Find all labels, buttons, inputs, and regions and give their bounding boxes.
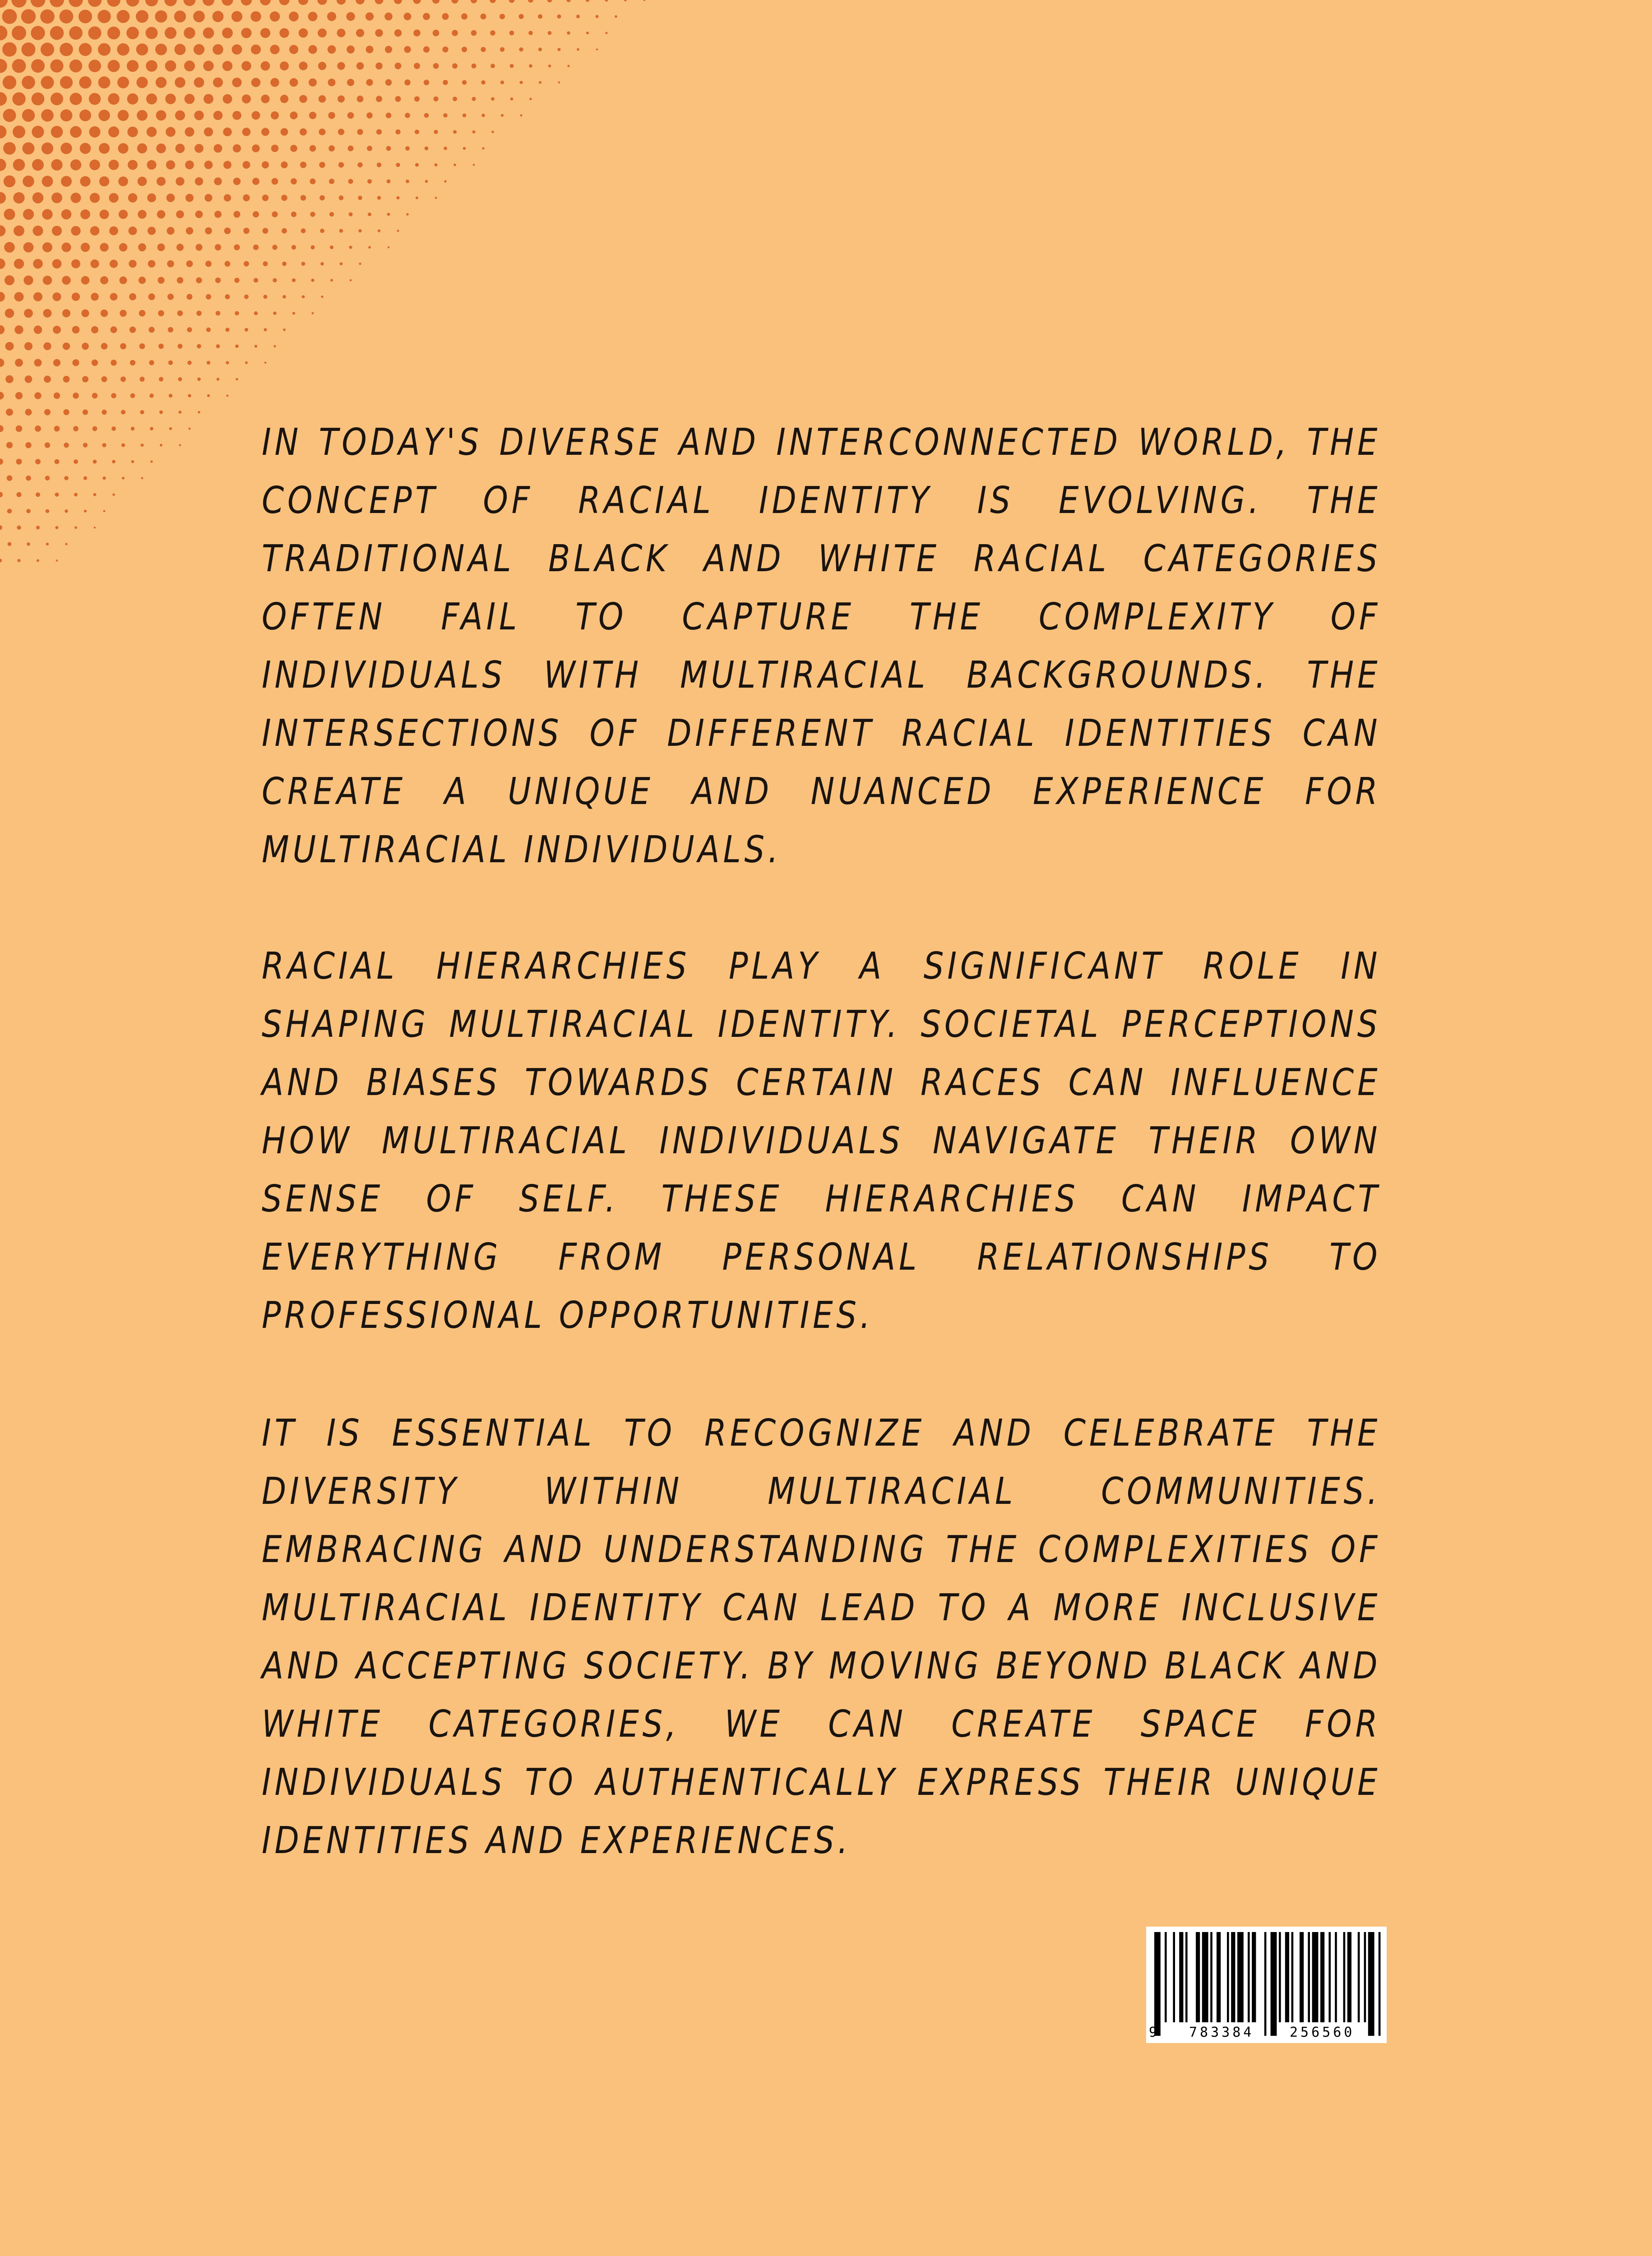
paragraph-3: IT IS ESSENTIAL TO RECOGNIZE AND CELEBRATE THE DIVERSITY WITHIN MULTIRACIAL COMMUNITIES. EMBRACING AND UNDERSTANDING THE COMPLEXITIES OF MULTIRACIAL IDENTITY CAN LEAD TO A MORE INCLUSIVE AND ACCEPTING SOCIETY. BY MOVING BEYOND BLACK AND WHITE CATEGORIES, WE CAN CREATE SPACE FOR INDIVIDUALS TO AUTHENTICALLY EXPRESS THEIR UNIQUE IDENTITIES AND EXPERIENCES.	[262, 1412, 1381, 1862]
barcode-first-digit: 9	[1149, 2025, 1157, 2040]
paragraph-2: RACIAL HIERARCHIES PLAY A SIGNIFICANT ROLE IN SHAPING MULTIRACIAL IDENTITY. SOCIETAL PERCEPTIONS AND BIASES TOWARDS CERTAIN RACES CAN INFLUENCE HOW MULTIRACIAL INDIVIDUALS NAVIGATE THEIR OWN SENSE OF SELF. THESE HIERARCHIES CAN IMPACT EVERYTHING FROM PERSONAL RELATIONSHIPS TO PROFESSIONAL OPPORTUNITIES.	[262, 945, 1381, 1337]
barcode-left-digits: 783384	[1189, 2025, 1254, 2040]
barcode-right-digits: 256560	[1290, 2025, 1355, 2040]
barcode-icon	[1146, 1927, 1387, 2043]
paragraph-1: IN TODAY'S DIVERSE AND INTERCONNECTED WORLD, THE CONCEPT OF RACIAL IDENTITY IS EVOLVING. THE TRADITIONAL BLACK AND WHITE RACIAL CATEGORIES OFTEN FAIL TO CAPTURE THE COMPLEXITY OF INDIVIDUALS WITH MULTIRACIAL BACKGROUNDS. THE INTERSECTIONS OF DIFFERENT RACIAL IDENTITIES CAN CREATE A UNIQUE AND NUANCED EXPERIENCE FOR MULTIRACIAL INDIVIDUALS.	[262, 421, 1381, 871]
